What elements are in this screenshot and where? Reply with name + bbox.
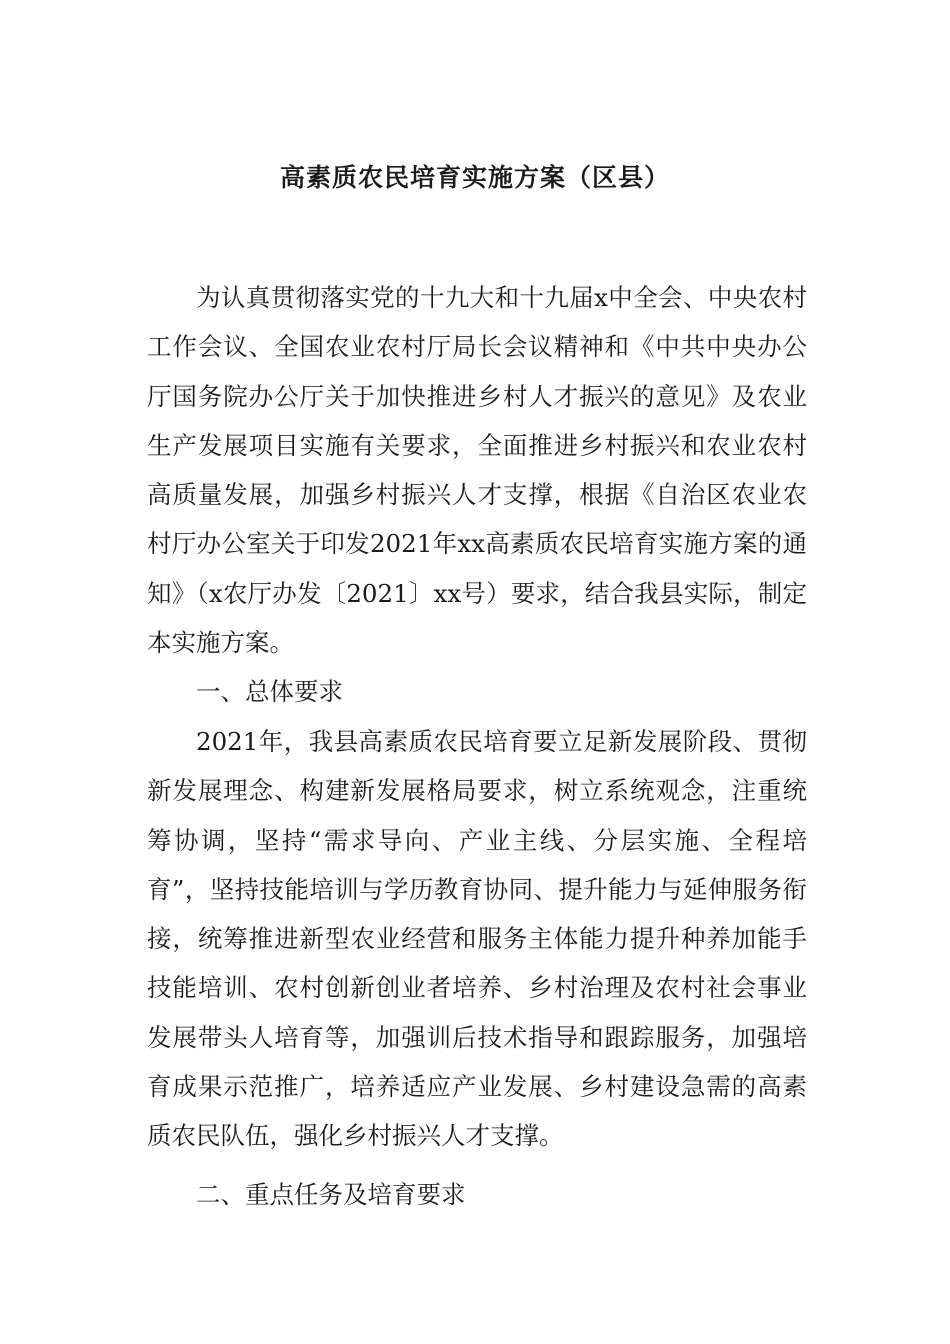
intro-paragraph: 为认真贯彻落实党的十九大和十九届x中全会、中央农村工作会议、全国农业农村厅局长会议精神和《中共中央办公厅国务院办公厅关于加快推进乡村人才振兴的意见》及农业生产发展项目实施有关要求，全面推进乡村振兴和农业农村高质量发展，加强乡村振兴人才支撑，根据《自治区农业农村厅办公室关于印发2021年xx高素质农民培育实施方案的通知》（x农厅办发〔2021〕xx号）要求，结合我县实际，制定本实施方案。 [147, 283, 807, 658]
section-heading-overall-requirements: 一、总体要求 [196, 677, 343, 706]
section-paragraph-overall-requirements: 2021年，我县高素质农民培育要立足新发展阶段、贯彻新发展理念、构建新发展格局要求，树立系统观念，注重统筹协调，坚持“需求导向、产业主线、分层实施、全程培育”，坚持技能培训与学历教育协同、提升能力与延伸服务衔接，统筹推进新型农业经营和服务主体能力提升种养加能手技能培训、农村创新创业者培养、乡村治理及农村社会事业发展带头人培育等，加强训后技术指导和跟踪服务，加强培育成果示范推广，培养适应产业发展、乡村建设急需的高素质农民队伍，强化乡村振兴人才支撑。 [147, 727, 807, 1151]
document-title: 高素质农民培育实施方案（区县） [279, 163, 670, 192]
section-heading-key-tasks: 二、重点任务及培育要求 [196, 1180, 466, 1209]
